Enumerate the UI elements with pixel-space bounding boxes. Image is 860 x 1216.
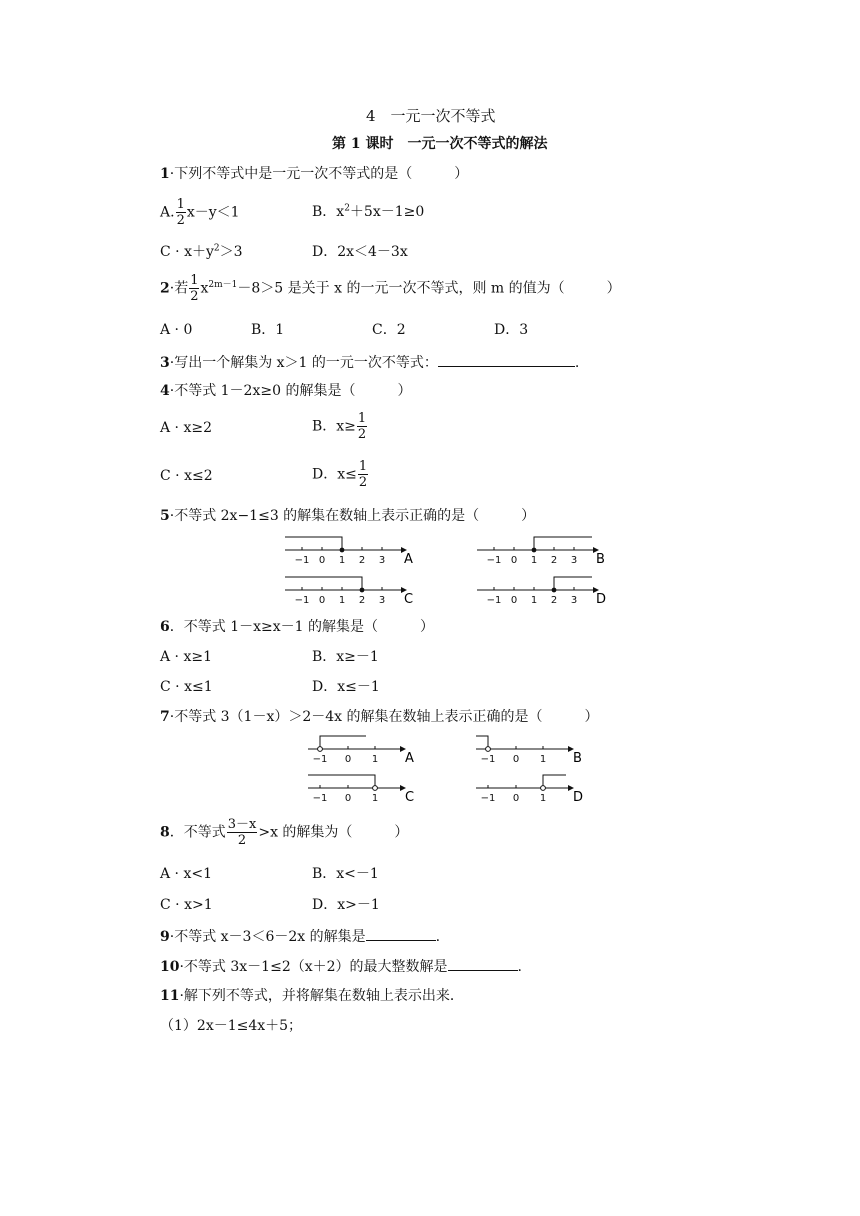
q6-option-c: C · x≤1 [160,679,213,695]
q7-b-tick-label: 0 [512,754,520,765]
q5-text: ·不等式 2x−1≤3 的解集在数轴上表示正确的是（ ） [169,508,536,524]
q4-b-denominator: 2 [357,427,367,442]
q2-stem [160,273,621,304]
q8-number: 8 [160,824,170,841]
q2-denominator: 2 [190,289,199,304]
q1-c-sup: 2 [213,243,220,254]
q4-stem [160,382,411,400]
q3-period: . [574,355,580,371]
q5-d-tick-label: −1 [486,595,502,606]
q2-numerator: 1 [190,273,199,288]
q5-d-tick-label: 0 [510,595,518,606]
q3-answer-blank[interactable] [438,352,575,367]
q5-c-tick-label: −1 [294,595,310,606]
q4-text: ·不等式 1－2x≥0 的解集是（ ） [169,383,412,399]
q10-number: 10 [160,959,180,975]
q1-option-a [160,197,240,228]
q8-option-b: B．x<－1 [312,866,379,882]
q7-option-a-number-line[interactable] [306,733,426,767]
q2-option-d: D．3 [494,322,529,338]
q9-number: 9 [160,929,170,945]
q4-d-text: D．x≤ [312,466,357,483]
q7-option-d-number-line[interactable] [474,772,594,806]
q8-text-pre: ．不等式 [169,824,226,841]
q4-number: 4 [160,383,170,399]
q11-number: 11 [160,988,180,1004]
q1-option-d: D．2x＜4－3x [312,244,408,260]
q1-b-text2: ＋5x－1≥0 [349,204,425,220]
q7-b-tick-label: 1 [539,754,547,765]
q2-text-pre: ·若 [169,280,189,297]
q5-b-tick-label: 1 [530,555,538,566]
q9-period: . [435,929,441,945]
q1-number: 1 [160,166,170,182]
q2-x: x [200,280,209,297]
q7-d-tick-label: −1 [480,793,496,804]
q6-stem [160,618,434,636]
q2-option-a: A · 0 [160,322,193,338]
q5-b-tick-label: 3 [570,555,578,566]
q7-d-tick-label: 1 [539,793,547,804]
q2-fraction [189,273,199,304]
q5-a-tick-label: −1 [294,555,310,566]
q2-text-post: －8＞5 是关于 x 的一元一次不等式，则 m 的值为（ ） [237,280,621,297]
q4-b-text: B．x≥ [312,418,356,435]
q5-stem [160,507,535,525]
q5-number: 5 [160,508,170,524]
q7-text: ·不等式 3（1－x）＞2－4x 的解集在数轴上表示正确的是（ ） [169,709,599,725]
q7-d-option-label: D [573,790,584,805]
q8-text-post: >x 的解集为（ ） [258,824,409,841]
q6-option-b: B．x≥－1 [312,649,379,665]
q11-text: ·解下列不等式，并将解集在数轴上表示出来． [179,988,464,1004]
q8-option-a: A · x<1 [160,866,212,882]
q4-b-numerator: 1 [357,411,367,426]
q6-text: ．不等式 1－x≥x－1 的解集是（ ） [169,619,434,635]
q4-option-d [312,459,369,490]
q10-stem [160,956,522,976]
q5-a-tick-label: 1 [338,555,346,566]
q7-b-tick-label: −1 [480,754,496,765]
q5-d-tick-label: 1 [530,595,538,606]
q3-number: 3 [160,355,170,371]
q10-period: . [517,959,522,975]
q5-c-tick-label: 0 [318,595,326,606]
q10-answer-blank[interactable] [448,956,518,971]
q1-text: ·下列不等式中是一元一次不等式的是（ ） [169,166,469,182]
q4-option-b [312,411,368,442]
q7-option-c-number-line[interactable] [306,772,426,806]
q3-text: ·写出一个解集为 x＞1 的一元一次不等式： [169,355,438,371]
q7-c-tick-label: 1 [371,793,379,804]
q6-number: 6 [160,619,170,635]
q7-c-tick-label: 0 [344,793,352,804]
q11-stem [160,987,464,1005]
q8-stem [160,817,408,848]
q5-b-tick-label: −1 [486,555,502,566]
q5-a-tick-label: 3 [378,555,386,566]
q7-c-tick-label: −1 [312,793,328,804]
q5-c-tick-label: 2 [358,595,366,606]
q1-c-text2: ＞3 [219,244,243,260]
page-subtitle: 第 1 课时 一元一次不等式的解法 [332,136,548,152]
q9-answer-blank[interactable] [366,926,436,941]
q7-b-option-label: B [573,751,582,766]
q5-a-option-label: A [404,552,413,567]
q5-c-option-label: C [404,592,414,607]
q3-stem [160,352,579,372]
q8-fraction [227,817,258,848]
q6-option-d: D．x≤－1 [312,679,380,695]
q5-option-d-number-line[interactable] [475,574,615,608]
q5-d-tick-label: 2 [550,595,558,606]
q2-exponent: 2m－1 [208,279,238,290]
q5-c-tick-label: 1 [338,595,346,606]
q1-a-label: A. [160,204,175,221]
q4-d-fraction [358,459,368,490]
q1-option-b [312,203,424,221]
q5-a-tick-label: 0 [318,555,326,566]
q7-number: 7 [160,709,170,725]
q7-stem [160,708,599,726]
q5-c-tick-label: 3 [378,595,386,606]
q9-text: ·不等式 x－3＜6－2x 的解集是 [169,929,366,945]
q8-denominator: 2 [237,833,247,848]
q1-a-denominator: 2 [176,213,185,228]
q2-option-c: C．2 [372,322,406,338]
q4-b-fraction [357,411,367,442]
q5-option-a-number-line[interactable] [283,534,423,568]
q1-a-text: x－y＜1 [186,204,240,221]
q7-c-option-label: C [405,790,415,805]
q5-b-tick-label: 0 [510,555,518,566]
q1-a-fraction [176,197,186,228]
q2-option-b: B．1 [251,322,285,338]
page-title: 4 一元一次不等式 [366,107,496,125]
q4-option-c: C · x≤2 [160,468,213,484]
q1-b-text: B．x [312,204,345,220]
q7-option-b-number-line[interactable] [474,733,594,767]
q8-option-d: D．x>－1 [312,897,380,913]
q9-stem [160,926,440,946]
q5-option-c-number-line[interactable] [283,574,423,608]
q1-option-c [160,243,243,261]
q1-c-text: C · x＋y [160,244,214,260]
q7-a-option-label: A [405,751,414,766]
q8-option-c: C · x>1 [160,897,213,913]
q7-d-tick-label: 0 [512,793,520,804]
q7-a-tick-label: 0 [344,754,352,765]
q1-stem [160,165,468,183]
q7-a-tick-label: −1 [312,754,328,765]
q1-a-numerator: 1 [176,197,185,212]
q5-b-option-label: B [596,552,605,567]
q4-d-numerator: 1 [358,459,368,474]
q5-d-option-label: D [596,592,607,607]
q4-d-denominator: 2 [358,475,368,490]
q11-subquestion-1: （1）2x－1≤4x＋5； [160,1018,303,1034]
q1-b-sup: 2 [344,203,350,214]
q5-d-tick-label: 3 [570,595,578,606]
q5-a-tick-label: 2 [358,555,366,566]
q4-option-a: A · x≥2 [160,420,212,436]
q2-number: 2 [160,280,170,297]
q6-option-a: A · x≥1 [160,649,212,665]
q8-numerator: 3－x [227,817,257,832]
q10-text: ·不等式 3x－1≤2（x＋2）的最大整数解是 [179,959,448,975]
q7-a-tick-label: 1 [371,754,379,765]
q5-b-tick-label: 2 [550,555,558,566]
q5-option-b-number-line[interactable] [475,534,615,568]
